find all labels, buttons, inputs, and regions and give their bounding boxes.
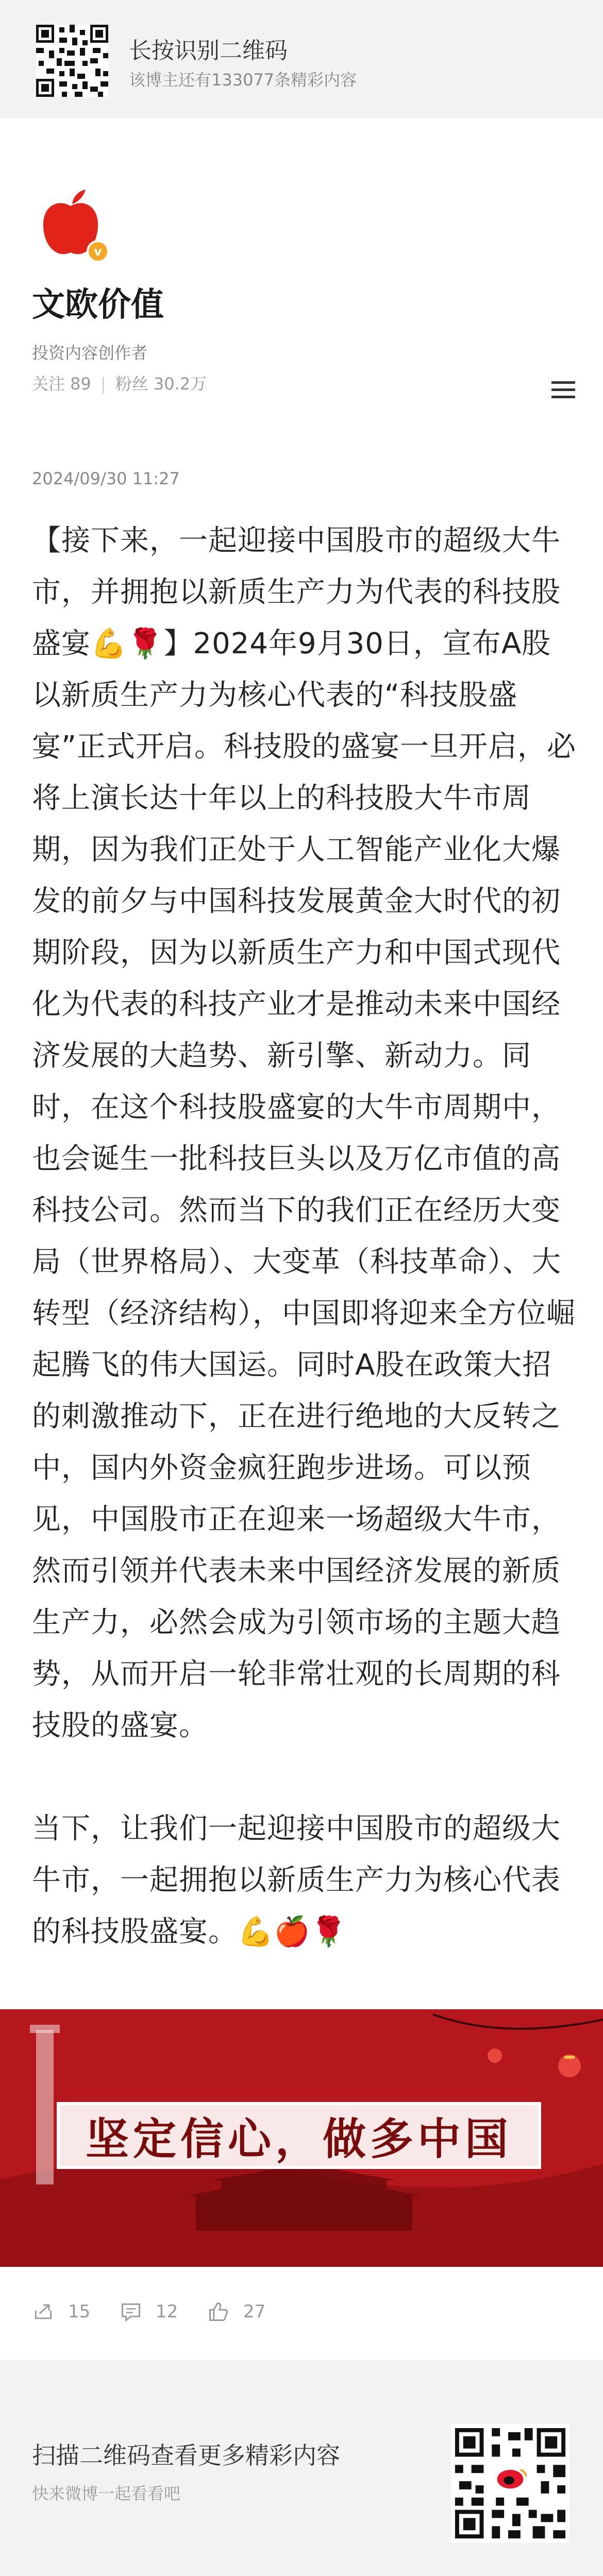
author-name[interactable]: 文欧价值 xyxy=(32,286,164,324)
like-button[interactable] xyxy=(207,2300,265,2323)
verified-badge: v xyxy=(87,240,109,263)
follow-count[interactable]: 关注 89 xyxy=(32,374,91,394)
author-role: 投资内容创作者 xyxy=(32,343,148,363)
post-date: 2024/09/30 11:27 xyxy=(32,469,180,488)
weibo-qr-code-icon[interactable] xyxy=(451,2424,569,2543)
stats-separator: | xyxy=(100,374,106,394)
share-count: 15 xyxy=(68,2301,91,2322)
qr-code-icon[interactable] xyxy=(36,25,108,97)
comment-icon xyxy=(120,2300,142,2323)
poster-slogan: 坚定信心，做多中国 xyxy=(57,2102,541,2169)
post-paragraph-1: 【接下来，一起迎接中国股市的超级大牛市，并拥抱以新质生产力为代表的科技股盛宴💪🌹】2024年9月30日，宣布A股以新质生产力为核心代表的“科技股盛宴”正式开启。科技股的盛宴一旦开启，必将上演长达十年以上的科技股大牛市周期，因为我们正处于人工智能产业化大爆发的前夕与中国科技发展黄金大时代的初期阶段，因为以新质生产力和中国式现代化为代表的科技产业才是推动未来中国经济发展的大趋势、新引擎、新动力。同时，在这个科技股盛宴的大牛市周期中，也会诞生一批科技巨头以及万亿市值的高科技公司。然而当下的我们正在经历大变局（世界格局）、大变革（科技革命）、大转型（经济结构），中国即将迎来全方位崛起腾飞的伟大国运。同时A股在政策大招的刺激推动下，正在进行绝地的大反转之中，国内外资金疯狂跑步进场。可以预见，中国股市正在迎来一场超级大牛市，然而引领并代表未来中国经济发展的新质生产力，必然会成为引领市场的主题大趋势，从而开启一轮非常壮观的长周期的科技股的盛宴。 xyxy=(32,524,577,1742)
author-stats xyxy=(32,371,207,395)
share-button[interactable] xyxy=(32,2300,90,2323)
top-qr-banner xyxy=(0,0,603,118)
bottom-banner-subtitle: 快来微博一起看看吧 xyxy=(32,2484,181,2503)
bottom-banner-title: 扫描二维码查看更多精彩内容 xyxy=(32,2442,340,2469)
top-banner-title: 长按识别二维码 xyxy=(129,38,288,64)
fans-count[interactable]: 粉丝 30.2万 xyxy=(115,374,207,394)
post-body xyxy=(32,515,578,1958)
comment-button[interactable] xyxy=(120,2300,178,2323)
bottom-qr-banner xyxy=(0,2360,603,2576)
like-count: 27 xyxy=(243,2301,266,2322)
share-icon xyxy=(32,2300,55,2323)
menu-icon[interactable] xyxy=(551,381,575,400)
top-banner-subtitle: 该博主还有133077条精彩内容 xyxy=(129,70,357,90)
thumbs-up-icon xyxy=(207,2300,230,2323)
comment-count: 12 xyxy=(156,2301,178,2322)
action-bar xyxy=(0,2277,603,2344)
post-image[interactable] xyxy=(0,2009,603,2267)
post-paragraph-2: 当下，让我们一起迎接中国股市的超级大牛市，一起拥抱以新质生产力为核心代表的科技股盛宴。💪🍎🌹 xyxy=(32,1812,561,1948)
